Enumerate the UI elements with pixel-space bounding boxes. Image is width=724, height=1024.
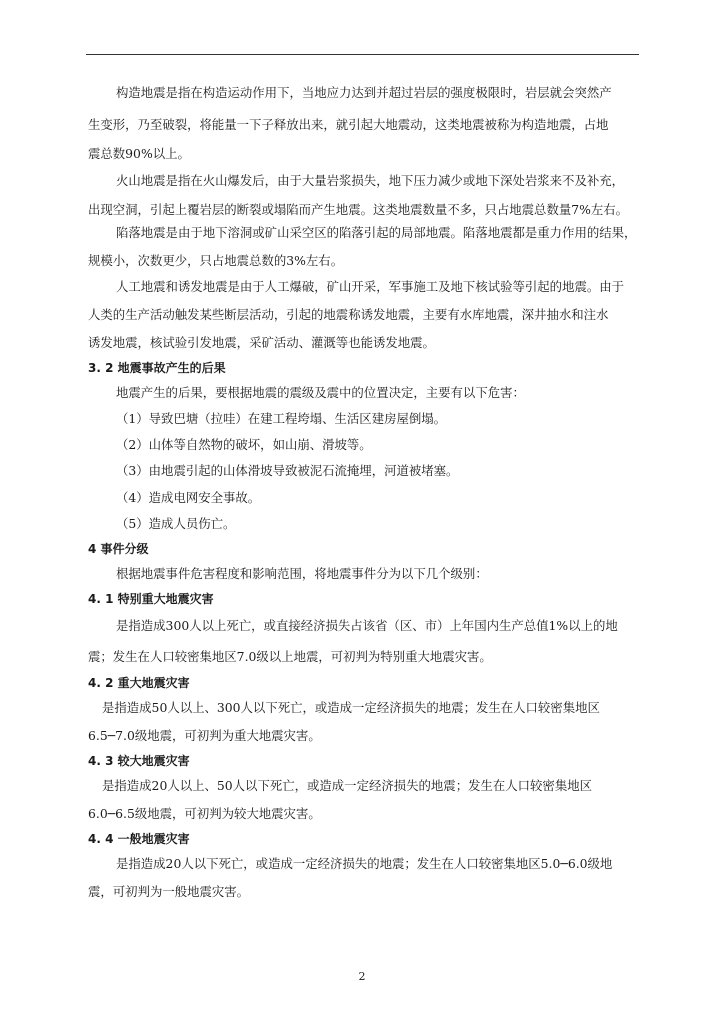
- paragraph-line: 6.0─6.5级地震，可初判为较大地震灾害。: [88, 806, 321, 821]
- subsection-heading: 4. 2 重大地震灾害: [88, 676, 190, 690]
- paragraph-line: 人类的生产活动触发某些断层活动，引起的地震称诱发地震，主要有水库地震，深井抽水和注水: [88, 307, 609, 322]
- paragraph-line: 构造地震是指在构造运动作用下，当地应力达到并超过岩层的强度极限时，岩层就会突然产: [116, 85, 612, 100]
- paragraph-line: 是指造成20人以下死亡，或造成一定经济损失的地震；发生在人口较密集地区5.0─6.0级地: [116, 856, 613, 871]
- section-heading: 3. 2 地震事故产生的后果: [88, 361, 226, 375]
- list-item: （1）导致巴塘（拉哇）在建工程垮塌、生活区建房屋倒塌。: [116, 411, 447, 426]
- paragraph-line: 是指造成300人以上死亡，或直接经济损失占该省（区、市）上年国内生产总值1%以上的地: [116, 618, 618, 633]
- paragraph-line: 诱发地震，核试验引发地震，采矿活动、灌溉等也能诱发地震。: [88, 335, 435, 350]
- paragraph-line: 是指造成50人以上、300人以下死亡，或造成一定经济损失的地震；发生在人口较密集地区: [102, 700, 600, 715]
- paragraph-line: 震总数90%以上。: [88, 146, 190, 161]
- list-item: （5）造成人员伤亡。: [116, 516, 236, 531]
- paragraph-line: 人工地震和诱发地震是由于人工爆破，矿山开采，军事施工及地下核试验等引起的地震。由于: [116, 279, 625, 294]
- page-number: 2: [358, 970, 366, 983]
- subsection-heading: 4. 3 较大地震灾害: [88, 754, 190, 768]
- paragraph-line: 震；发生在人口较密集地区7.0级以上地震，可初判为特别重大地震灾害。: [88, 649, 492, 664]
- list-item: （3）由地震引起的山体滑坡导致被泥石流掩埋，河道被堵塞。: [116, 463, 459, 478]
- section-heading: 4 事件分级: [88, 542, 149, 556]
- paragraph-line: 规模小，次数更少，只占地震总数的3%左右。: [88, 253, 344, 268]
- subsection-heading: 4. 4 一般地震灾害: [88, 832, 190, 846]
- paragraph-line: 陷落地震是由于地下溶洞或矿山采空区的陷落引起的局部地震。陷落地震都是重力作用的结果，: [116, 225, 637, 240]
- paragraph-line: 地震产生的后果，要根据地震的震级及震中的位置决定，主要有以下危害：: [116, 385, 525, 400]
- paragraph-line: 6.5─7.0级地震，可初判为重大地震灾害。: [88, 728, 321, 743]
- subsection-heading: 4. 1 特别重大地震灾害: [88, 592, 214, 606]
- paragraph-line: 生变形，乃至破裂，将能量一下子释放出来，就引起大地震动，这类地震被称为构造地震，占地: [88, 117, 609, 132]
- paragraph-line: 出现空洞，引起上覆岩层的断裂或塌陷而产生地震。这类地震数量不多，只占地震总数量7%左右。: [88, 202, 629, 217]
- list-item: （2）山体等自然物的破坏，如山崩、滑坡等。: [116, 437, 372, 452]
- paragraph-line: 根据地震事件危害程度和影响范围，将地震事件分为以下几个级别：: [116, 566, 488, 581]
- list-item: （4）造成电网安全事故。: [116, 490, 261, 505]
- paragraph-line: 火山地震是指在火山爆发后，由于大量岩浆损失，地下压力减少或地下深处岩浆来不及补充，: [116, 173, 625, 188]
- header-rule: [86, 54, 639, 55]
- paragraph-line: 是指造成20人以上、50人以下死亡，或造成一定经济损失的地震；发生在人口较密集地区: [102, 778, 592, 793]
- paragraph-line: 震，可初判为一般地震灾害。: [88, 884, 250, 899]
